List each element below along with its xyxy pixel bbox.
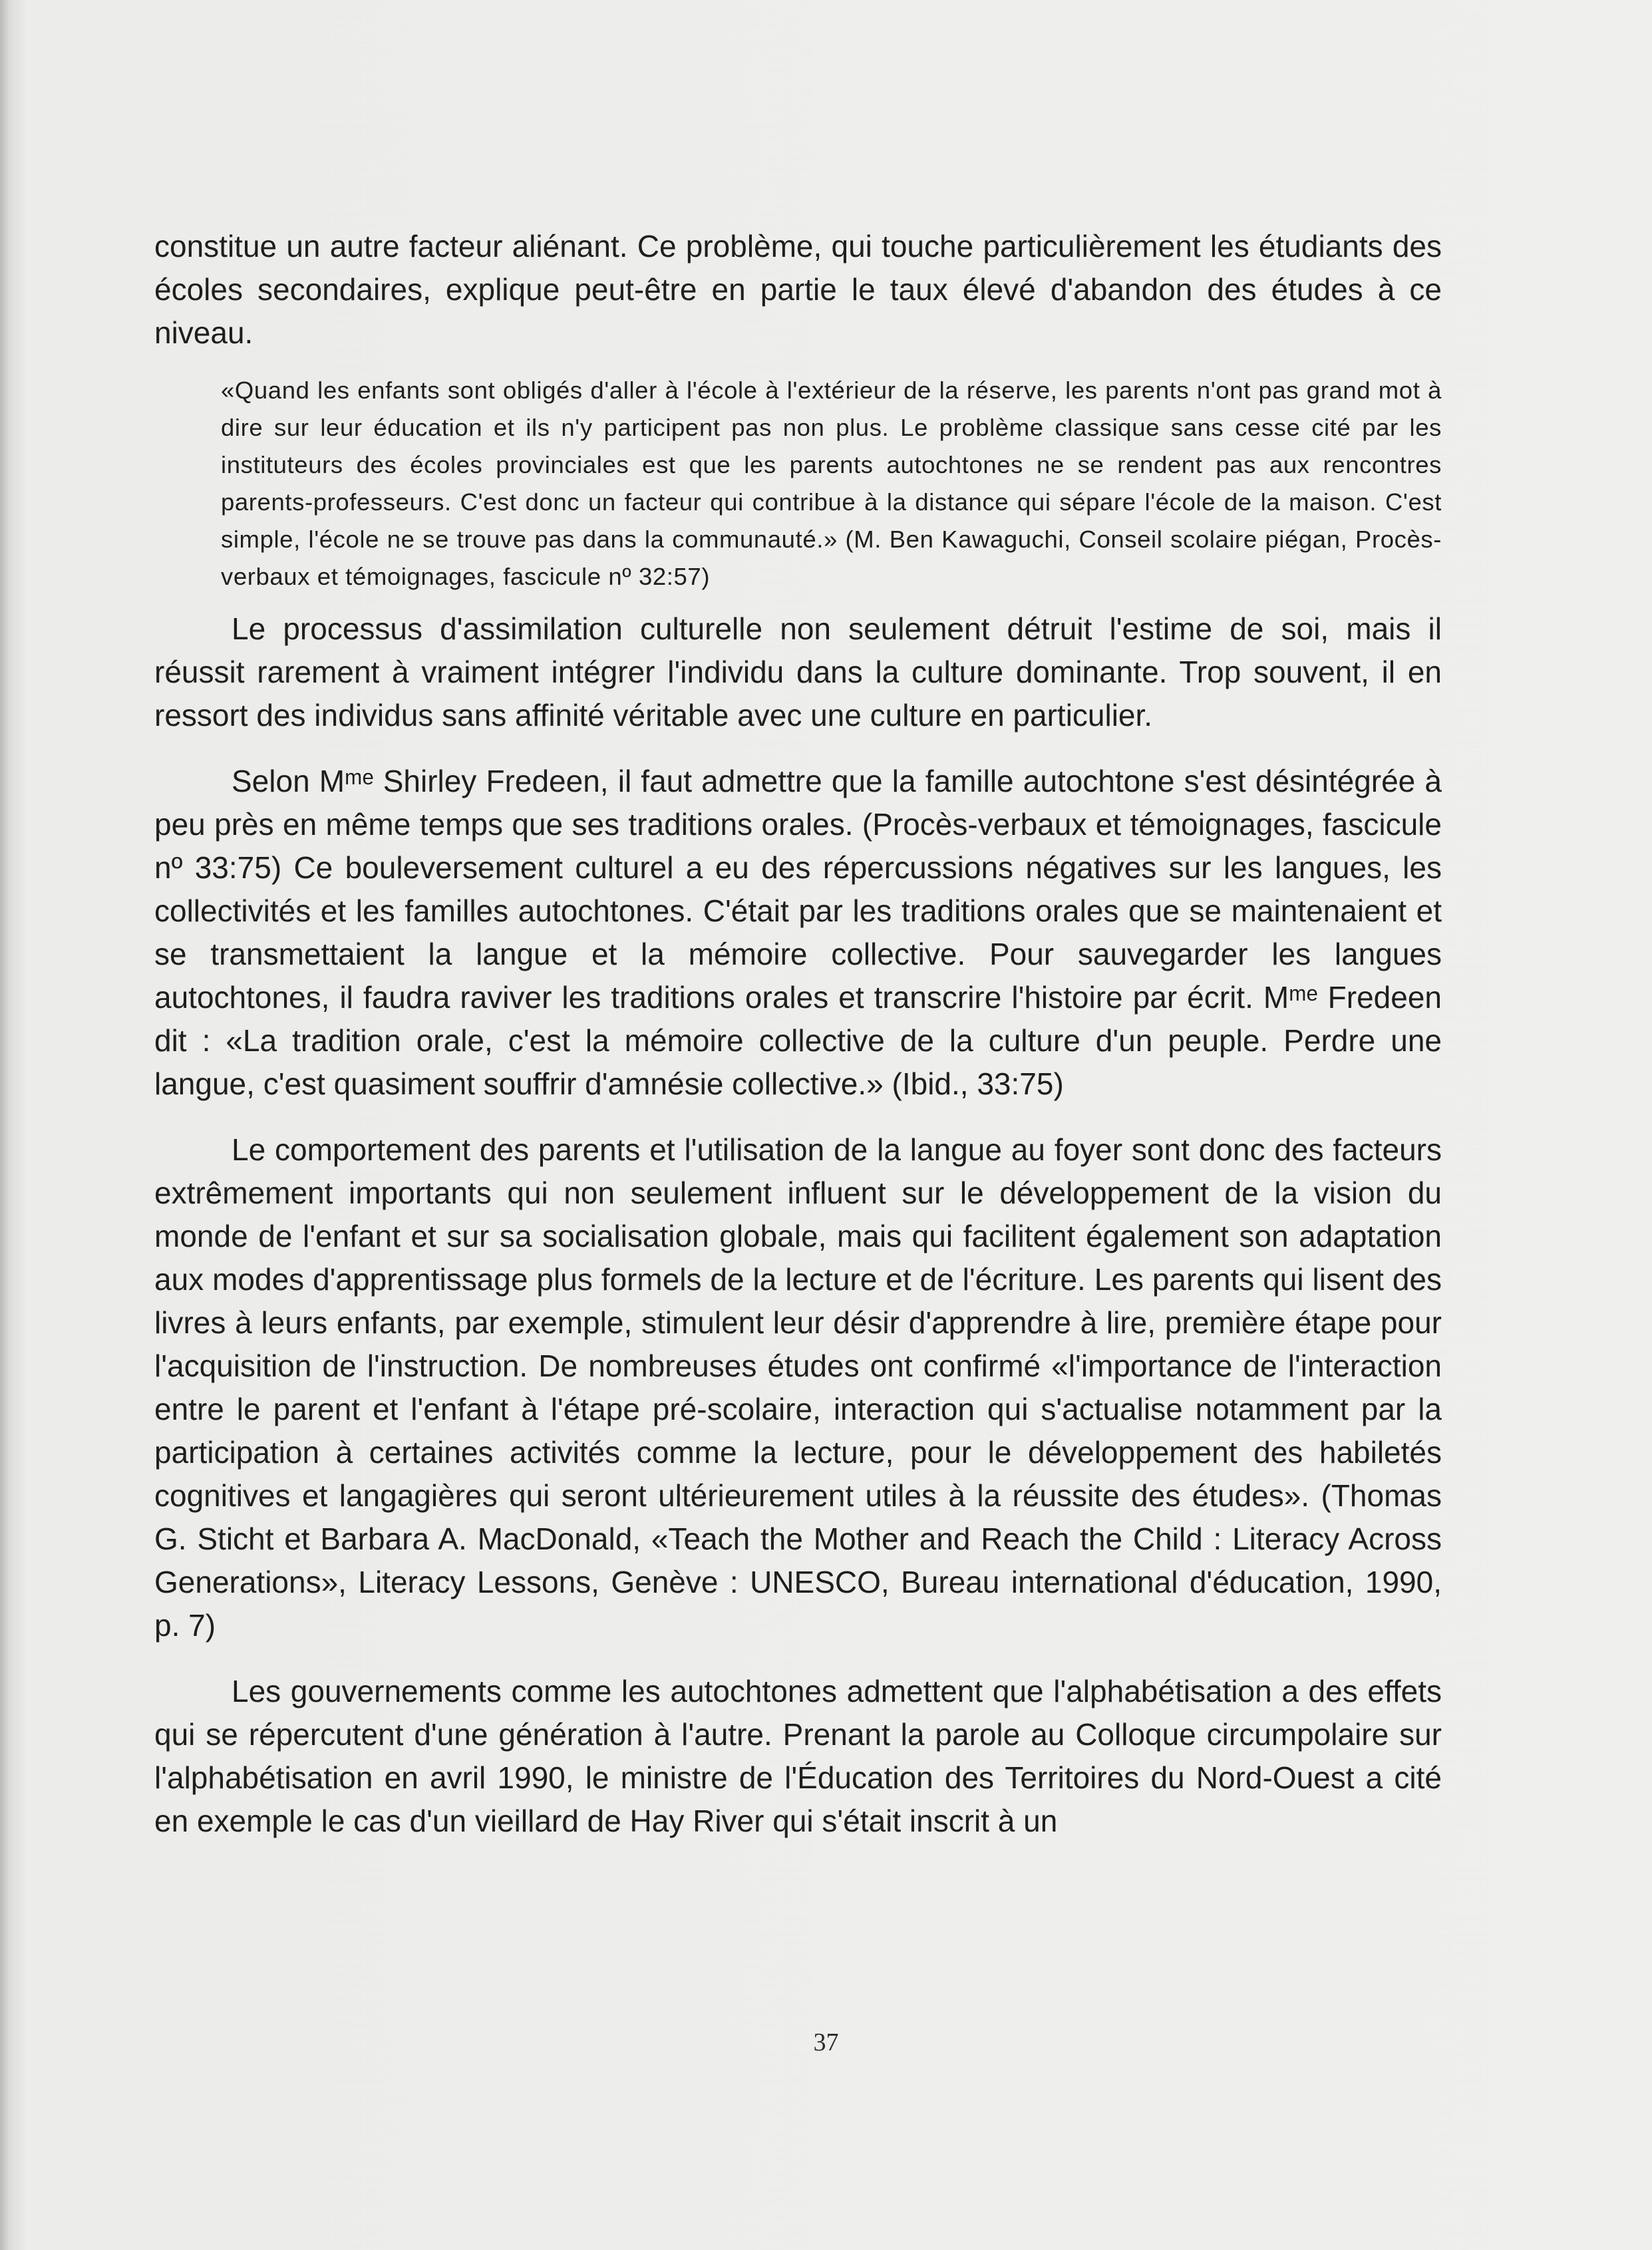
page-number: 37 [813, 2028, 839, 2056]
paragraph-parents-behaviour: Le comportement des parents et l'utilisation de la langue au foyer sont donc des facteurs extrêmement importants qui non seulement influent sur le développement de la vision du monde de l'enfant et sur sa socialisation globale, mais qui facilitent également son adaptation aux modes d'apprentissage plus formels de la lecture et de l'écriture. Les parents qui lisent des livres à leurs enfants, par exemple, stimulent leur désir d'apprendre à lire, première étape pour l'acquisition de l'instruction. De nombreuses études ont confirmé «l'importance de l'interaction entre le parent et l'enfant à l'étape pré-scolaire, interaction qui s'actualise notamment par la participation à certaines activités comme la lecture, pour le développement des habiletés cognitives et langagières qui seront ultérieurement utiles à la réussite des études». (Thomas G. Sticht et Barbara A. MacDonald, «Teach the Mother and Reach the Child : Literacy Across Generations», Literacy Lessons, Genève : UNESCO, Bureau international d'éducation, 1990, p. 7) [154, 1132, 1442, 1643]
paragraph-assimilation: Le processus d'assimilation culturelle non seulement détruit l'estime de soi, mais il réussit rarement à vraiment intégrer l'individu dans la culture dominante. Trop souvent, il en ressort des individus sans affinité véritable avec une culture en particulier. [154, 611, 1442, 732]
paragraph-fredeen: Selon Mᵐᵉ Shirley Fredeen, il faut admettre que la famille autochtone s'est désintégrée à peu près en même temps que ses traditions orales. (Procès-verbaux et témoignages, fascicule nº 33:75) Ce bouleversement culturel a eu des répercussions négatives sur les langues, les collectivités et les familles autochtones. C'était par les traditions orales que se maintenaient et se transmettaient la langue et la mémoire collective. Pour sauvegarder les langues autochtones, il faudra raviver les traditions orales et transcrire l'histoire par écrit. Mᵐᵉ Fredeen dit : «La tradition orale, c'est la mémoire collective de la culture d'un peuple. Perdre une langue, c'est quasiment souffrir d'amnésie collective.» (Ibid., 33:75) [154, 764, 1442, 1101]
block-quote: «Quand les enfants sont obligés d'aller à l'école à l'extérieur de la réserve, les parents n'ont pas grand mot à dire sur leur éducation et ils n'y participent pas non plus. Le problème classique sans cesse cité par les instituteurs des écoles provinciales est que les parents autochtones ne se rendent pas aux rencontres parents-professeurs. C'est donc un facteur qui contribue à la distance qui sépare l'école de la maison. C'est simple, l'école ne se trouve pas dans la communauté.» (M. Ben Kawaguchi, Conseil scolaire piégan, Procès-verbaux et témoignages, fascicule nº 32:57) [221, 377, 1442, 590]
paragraph-continuation: constitue un autre facteur aliénant. Ce problème, qui touche particulièrement les étudiants des écoles secondaires, explique peut-être en partie le taux élevé d'abandon des études à ce niveau. [154, 229, 1442, 350]
text-column [154, 225, 1442, 1843]
paragraph-governments: Les gouvernements comme les autochtones admettent que l'alphabétisation a des effets qui se répercutent d'une génération à l'autre. Prenant la parole au Colloque circumpolaire sur l'alphabétisation en avril 1990, le ministre de l'Éducation des Territoires du Nord-Ouest a cité en exemple le cas d'un vieillard de Hay River qui s'était inscrit à un [154, 1674, 1442, 1838]
